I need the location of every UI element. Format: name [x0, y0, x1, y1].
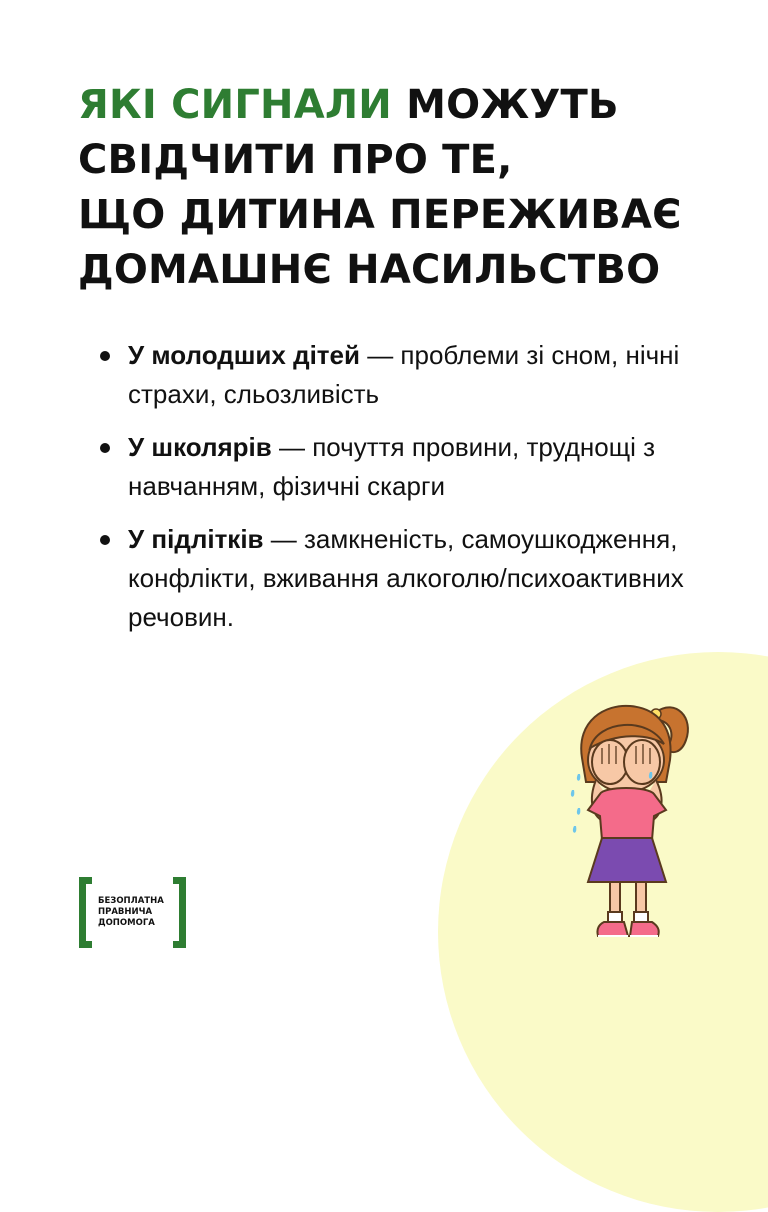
signal-group-label: У підлітків	[128, 524, 264, 554]
list-item-teenagers	[100, 520, 720, 637]
signal-description: — почуття провини, труднощі з навчанням, фізичні скарги	[128, 432, 656, 501]
logo-right-bracket	[173, 877, 186, 948]
logo-text	[98, 896, 174, 929]
page-title	[78, 78, 682, 298]
free-legal-aid-logo	[79, 877, 186, 948]
list-item-younger-children	[100, 336, 720, 414]
logo-line-1: БЕЗОПЛАТНА	[98, 896, 164, 906]
crying-girl-illustration	[548, 690, 708, 960]
logo-left-bracket	[79, 877, 92, 948]
list-item-schoolchildren	[100, 428, 720, 506]
logo-line-3: ДОПОМОГА	[98, 918, 155, 928]
title-line-1-rest: МОЖУТЬ	[391, 82, 619, 128]
bullet-icon	[100, 535, 110, 545]
logo-line-2: ПРАВНИЧА	[98, 907, 153, 917]
bullet-icon	[100, 443, 110, 453]
bullet-icon	[100, 351, 110, 361]
signal-group-label: У школярів	[128, 432, 272, 462]
signals-list	[100, 336, 720, 651]
signal-group-label: У молодших дітей	[128, 340, 360, 370]
signal-description: — замкненість, самоушкодження, конфлікти, вживання алкоголю/психоактивних речовин.	[128, 524, 684, 632]
title-line-2: СВІДЧИТИ ПРО ТЕ,	[78, 137, 513, 183]
signal-description: — проблеми зі сном, нічні страхи, сльозливість	[128, 340, 680, 409]
title-line-3: ЩО ДИТИНА ПЕРЕЖИВАЄ	[78, 192, 682, 238]
title-accent: ЯКІ СИГНАЛИ	[78, 82, 392, 128]
title-line-4: ДОМАШНЄ НАСИЛЬСТВО	[78, 247, 661, 293]
